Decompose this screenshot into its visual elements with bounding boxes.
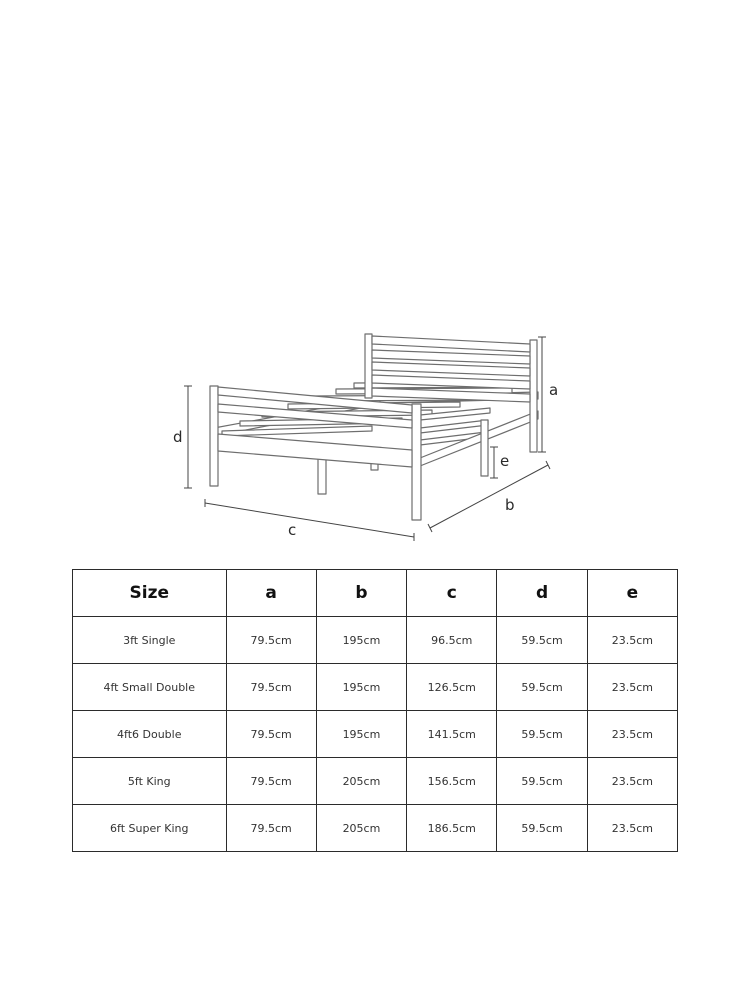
header-c: c xyxy=(407,570,497,617)
cell-e: 23.5cm xyxy=(587,664,677,711)
cell-b: 205cm xyxy=(316,758,406,805)
cell-c: 96.5cm xyxy=(407,617,497,664)
dim-label-b: b xyxy=(505,496,515,514)
table-row xyxy=(73,664,678,711)
cell-size: 4ft Small Double xyxy=(73,664,227,711)
cell-d: 59.5cm xyxy=(497,758,587,805)
cell-b: 195cm xyxy=(316,664,406,711)
cell-c: 126.5cm xyxy=(407,664,497,711)
header-a: a xyxy=(226,570,316,617)
dim-label-d: d xyxy=(173,428,183,446)
table-row xyxy=(73,711,678,758)
cell-size: 4ft6 Double xyxy=(73,711,227,758)
cell-size: 3ft Single xyxy=(73,617,227,664)
table-row xyxy=(73,758,678,805)
header-b: b xyxy=(316,570,406,617)
header-e: e xyxy=(587,570,677,617)
dim-label-e: e xyxy=(500,452,510,470)
cell-c: 186.5cm xyxy=(407,805,497,852)
cell-b: 205cm xyxy=(316,805,406,852)
header-size: Size xyxy=(73,570,227,617)
cell-b: 195cm xyxy=(316,711,406,758)
headboard xyxy=(365,334,537,452)
cell-c: 156.5cm xyxy=(407,758,497,805)
table-row xyxy=(73,617,678,664)
dim-label-a: a xyxy=(549,381,559,399)
cell-b: 195cm xyxy=(316,617,406,664)
cell-size: 5ft King xyxy=(73,758,227,805)
dim-label-c: c xyxy=(288,521,297,539)
cell-e: 23.5cm xyxy=(587,805,677,852)
cell-d: 59.5cm xyxy=(497,711,587,758)
cell-d: 59.5cm xyxy=(497,617,587,664)
cell-a: 79.5cm xyxy=(226,758,316,805)
cell-d: 59.5cm xyxy=(497,664,587,711)
cell-a: 79.5cm xyxy=(226,617,316,664)
cell-e: 23.5cm xyxy=(587,617,677,664)
table-row xyxy=(73,805,678,852)
cell-a: 79.5cm xyxy=(226,805,316,852)
bed-size-table xyxy=(72,569,678,852)
bed-frame-drawing xyxy=(210,334,538,520)
cell-c: 141.5cm xyxy=(407,711,497,758)
cell-e: 23.5cm xyxy=(587,758,677,805)
cell-e: 23.5cm xyxy=(587,711,677,758)
table-header-row xyxy=(73,570,678,617)
cell-a: 79.5cm xyxy=(226,664,316,711)
cell-d: 59.5cm xyxy=(497,805,587,852)
cell-size: 6ft Super King xyxy=(73,805,227,852)
header-d: d xyxy=(497,570,587,617)
cell-a: 79.5cm xyxy=(226,711,316,758)
